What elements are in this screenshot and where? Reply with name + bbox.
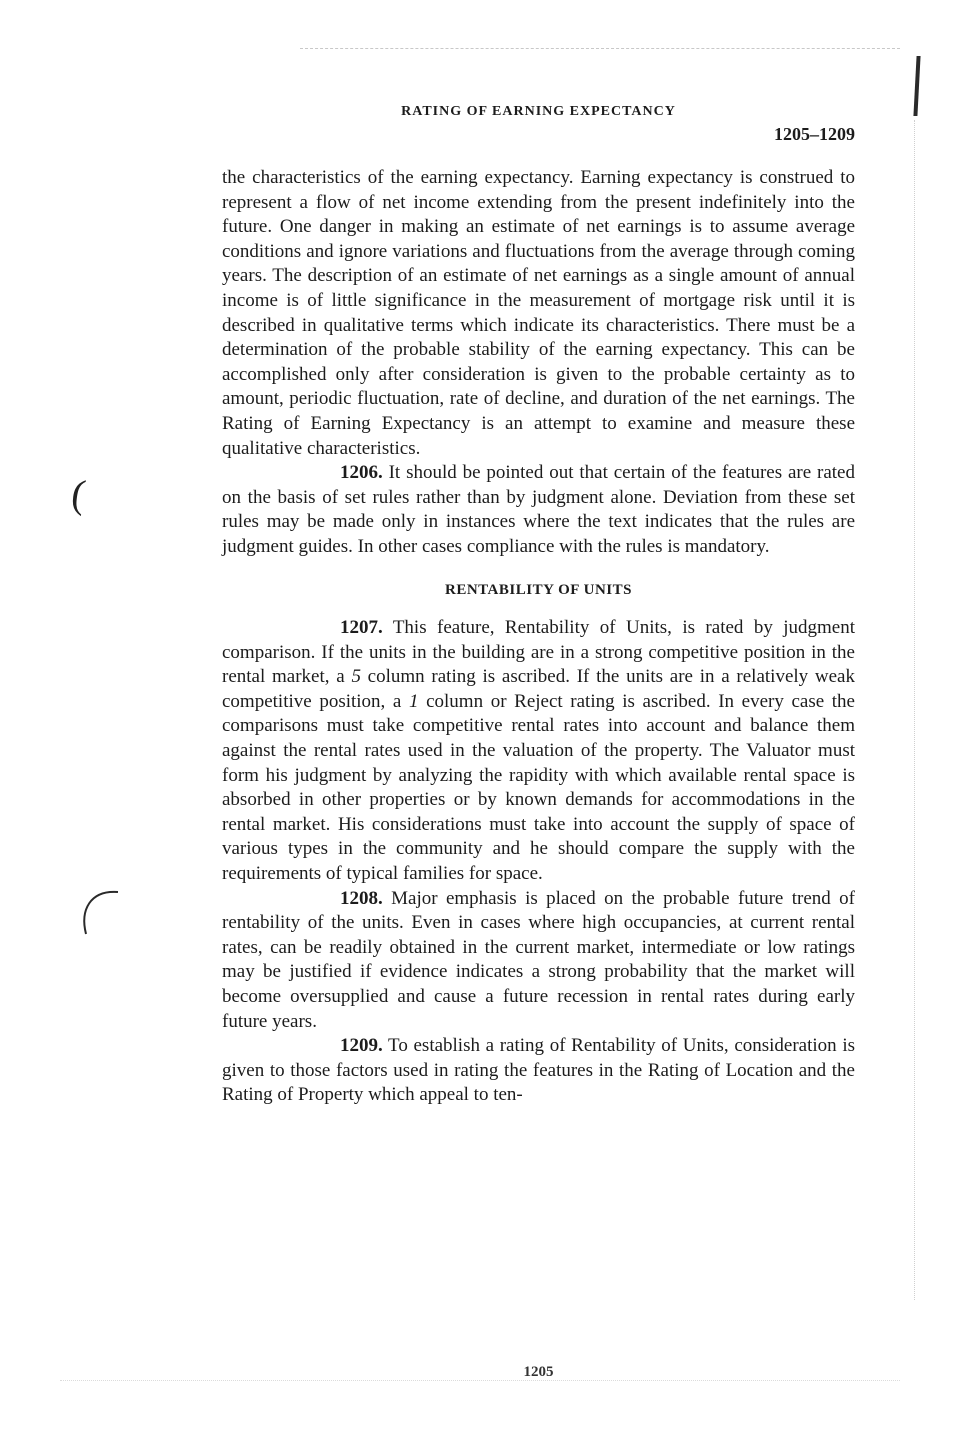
- paragraph-1209: [222, 1034, 855, 1108]
- paragraph-1207: [222, 616, 855, 887]
- paragraph-continued: the characteristics of the earning expectancy. Earning expectancy is construed to represent a flow of net income extending from the present indefinitely into the future. One danger in making an estimate of net earnings is to assume average conditions and ignore variations and fluctuations from the average through coming years. The description of an estimate of net earnings as a single amount of annual income is of little significance in the measurement of mortgage risk until it is described in qualitative terms which indicate its characteristics. There must be a determination of the probable stability of the earning expectancy. This can be accomplished only after consideration is given to the probable certainty as to amount, periodic fluctuation, rate of decline, and duration of the net earnings. The Rating of Earning Expectancy is an attempt to examine and measure these qualitative characteristics.: [222, 167, 855, 459]
- paragraph-text: This feature, Rentability of Units, is rated by judgment comparison. If the units in the building are in a strong competitive position in the rental market, a: [222, 617, 855, 688]
- paragraph-1206: [222, 461, 855, 559]
- scan-edge-top: [300, 48, 900, 49]
- section-subheading: RENTABILITY OF UNITS: [445, 581, 632, 598]
- running-title: RATING OF EARNING EXPECTANCY: [401, 104, 676, 119]
- paragraph-text: column or Reject rating is ascribed. In every case the comparisons must take competitive rental rates into account and balance them against the rental rates used in the valuation of the property. The Valuator must form his judgment by analyzing the rapidity with which available rental space is absorbed in other properties or by known demands for accommodations in the rental market. His considerations must take into account the supply of space of various types in the community and he should compare the supply with the requirements of typical families for space.: [222, 690, 855, 885]
- paragraph-number: 1209.: [340, 1035, 383, 1057]
- paragraph-number: 1206.: [340, 462, 383, 484]
- scan-edge-right: [914, 120, 915, 1300]
- page-number: 1205: [523, 1364, 554, 1380]
- paragraph-text: It should be pointed out that certain of the features are rated on the basis of set rules rather than by judgment alone. Deviation from these set rules may be made only in instances where the text indicates that the rules are judgment guides. In other cases compliance with the rules is mandatory.: [222, 462, 855, 557]
- margin-arc-icon: [78, 888, 124, 940]
- paragraph-number: 1208.: [340, 887, 383, 909]
- column-one: 1: [408, 690, 419, 712]
- body-text: [222, 166, 855, 1108]
- paragraph-text: column rating is ascribed. If the units are in a relatively weak competitive position, a: [222, 666, 855, 712]
- paragraph-1208: [222, 887, 855, 1035]
- paragraph-text: Major emphasis is placed on the probable future trend of rentability of the units. Even in cases where high occupancies, at current rental rates, can be readily obtained in the current market, intermediate or low ratings may be justified if evidence indicates a strong probability that the market will become oversupplied and cause a future recession in rental rates during early future years.: [222, 887, 855, 1032]
- paragraph-number: 1207.: [340, 617, 383, 639]
- section-range: 1205–1209: [774, 124, 855, 144]
- margin-mark-icon: (: [68, 470, 89, 517]
- paragraph-text: To establish a rating of Rentability of Units, consideration is given to those factors used in rating the features in the Rating of Location and the Rating of Property which appeal to ten-: [222, 1035, 855, 1106]
- column-five: 5: [351, 666, 361, 688]
